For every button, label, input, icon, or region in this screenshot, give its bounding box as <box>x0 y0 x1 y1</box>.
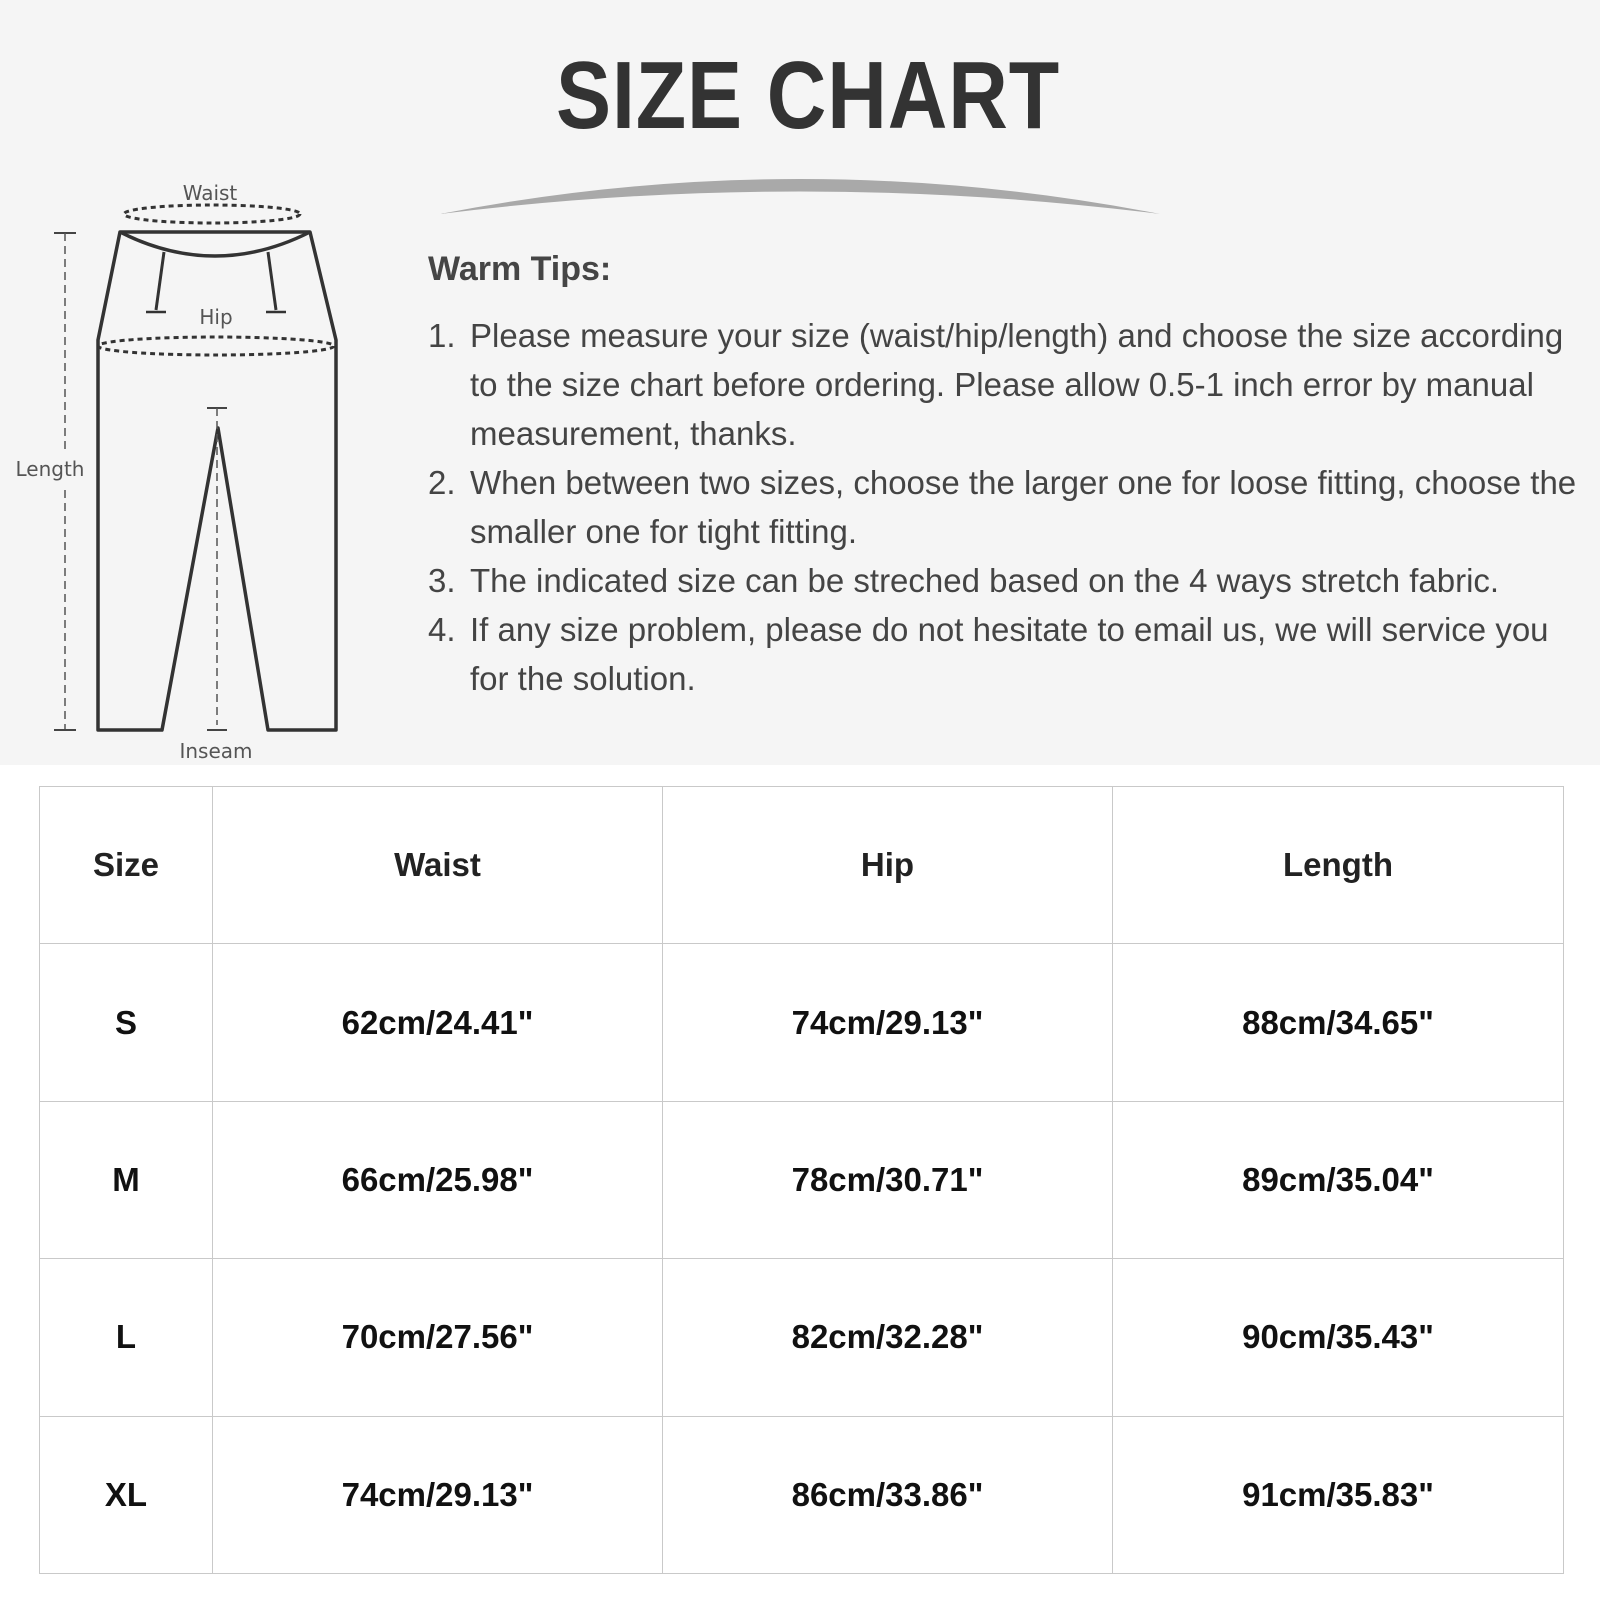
waist-label: Waist <box>182 181 238 205</box>
tips-list <box>428 311 1578 703</box>
tip-text: If any size problem, please do not hesitate to email us, we will service you for the solution. <box>470 611 1549 697</box>
warm-tips-heading: Warm Tips: <box>428 250 612 288</box>
tip-item <box>428 458 1578 556</box>
header-length: Length <box>1113 787 1564 944</box>
cell-hip: 78cm/30.71" <box>663 1101 1113 1258</box>
waist-measure-ellipse <box>124 205 300 223</box>
tip-text: The indicated size can be streched based on the 4 ways stretch fabric. <box>470 562 1500 599</box>
tip-text: Please measure your size (waist/hip/length) and choose the size according to the size chart before ordering. Please allow 0.5-1 inch error by manual measurement, thanks. <box>470 317 1564 452</box>
cell-size: XL <box>40 1416 213 1573</box>
cell-length: 88cm/34.65" <box>1113 944 1564 1101</box>
cell-size: M <box>40 1101 213 1258</box>
tip-number: 4. <box>428 611 456 648</box>
cell-length: 91cm/35.83" <box>1113 1416 1564 1573</box>
hip-measure-ellipse <box>98 337 334 355</box>
tip-item <box>428 605 1578 703</box>
decorative-swoosh <box>440 164 1160 224</box>
page-title: SIZE CHART <box>555 42 1060 149</box>
cell-hip: 86cm/33.86" <box>663 1416 1113 1573</box>
hip-label: Hip <box>199 305 233 329</box>
tip-item <box>428 311 1578 458</box>
cell-length: 89cm/35.04" <box>1113 1101 1564 1258</box>
cell-waist: 62cm/24.41" <box>213 944 663 1101</box>
tip-number: 1. <box>428 317 456 354</box>
table-row <box>40 944 1564 1101</box>
cell-hip: 82cm/32.28" <box>663 1259 1113 1416</box>
size-table <box>39 786 1564 1574</box>
cell-hip: 74cm/29.13" <box>663 944 1113 1101</box>
top-panel <box>0 0 1600 765</box>
cell-size: S <box>40 944 213 1101</box>
table-row <box>40 1259 1564 1416</box>
table-header-row <box>40 787 1564 944</box>
tip-item <box>428 556 1578 605</box>
cell-length: 90cm/35.43" <box>1113 1259 1564 1416</box>
header-hip: Hip <box>663 787 1113 944</box>
cell-waist: 66cm/25.98" <box>213 1101 663 1258</box>
tip-text: When between two sizes, choose the larger one for loose fitting, choose the smaller one for tight fitting. <box>470 464 1577 550</box>
table-row <box>40 1101 1564 1258</box>
cell-waist: 70cm/27.56" <box>213 1259 663 1416</box>
header-waist: Waist <box>213 787 663 944</box>
warm-tips <box>428 250 1578 703</box>
table-row <box>40 1416 1564 1573</box>
tip-number: 2. <box>428 464 456 501</box>
cell-size: L <box>40 1259 213 1416</box>
cell-waist: 74cm/29.13" <box>213 1416 663 1573</box>
length-label: Length <box>15 457 85 481</box>
inseam-label: Inseam <box>179 739 253 763</box>
tip-number: 3. <box>428 562 456 599</box>
header-size: Size <box>40 787 213 944</box>
pants-diagram <box>0 170 400 770</box>
